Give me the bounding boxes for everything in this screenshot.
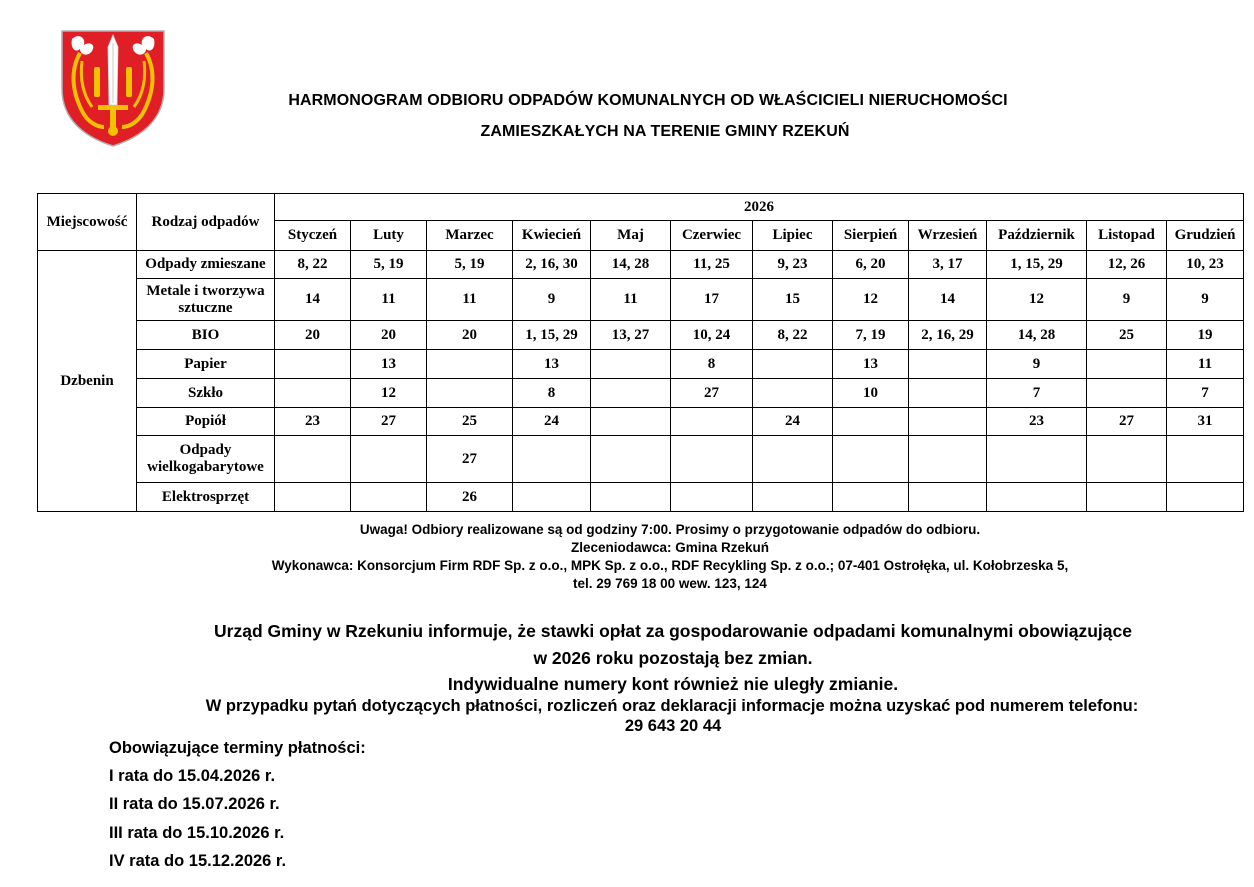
header-place: Miejscowość xyxy=(38,194,137,251)
date-cell xyxy=(909,379,987,408)
date-cell: 11 xyxy=(351,279,427,321)
header-month: Luty xyxy=(351,221,427,251)
date-cell: 13, 27 xyxy=(591,321,671,350)
date-cell: 14 xyxy=(275,279,351,321)
date-cell xyxy=(591,483,671,512)
date-cell xyxy=(427,350,513,379)
info-accounts: Indywidualne numery kont również nie uległy zmianie. xyxy=(447,674,899,694)
date-cell: 9 xyxy=(1087,279,1167,321)
header-month: Lipiec xyxy=(753,221,833,251)
waste-type-cell: Odpady wielkogabarytowe xyxy=(137,436,275,483)
date-cell: 20 xyxy=(351,321,427,350)
payment-deadline-3: III rata do 15.10.2026 r. xyxy=(109,824,285,842)
waste-type-cell: Elektrosprzęt xyxy=(137,483,275,512)
waste-type-cell: Metale i tworzywa sztuczne xyxy=(137,279,275,321)
date-cell: 26 xyxy=(427,483,513,512)
table-row xyxy=(38,483,1244,512)
date-cell xyxy=(591,436,671,483)
date-cell xyxy=(833,436,909,483)
date-cell xyxy=(1167,436,1244,483)
date-cell: 27 xyxy=(427,436,513,483)
date-cell xyxy=(909,350,987,379)
date-cell: 1, 15, 29 xyxy=(987,251,1087,279)
date-cell xyxy=(987,436,1087,483)
collection-schedule-table xyxy=(37,193,1244,512)
header-month: Czerwiec xyxy=(671,221,753,251)
date-cell: 12, 26 xyxy=(1087,251,1167,279)
date-cell xyxy=(671,436,753,483)
date-cell xyxy=(1087,436,1167,483)
waste-type-cell: Szkło xyxy=(137,379,275,408)
info-fees-line-2: w 2026 roku pozostają bez zmian. xyxy=(533,648,813,668)
date-cell: 1, 15, 29 xyxy=(513,321,591,350)
payment-deadline-4: IV rata do 15.12.2026 r. xyxy=(109,852,287,870)
date-cell xyxy=(753,350,833,379)
date-cell: 12 xyxy=(833,279,909,321)
document-title-line-1: HARMONOGRAM ODBIORU ODPADÓW KOMUNALNYCH OD WŁAŚCICIELI NIERUCHOMOŚCI xyxy=(288,92,1008,109)
header-month: Marzec xyxy=(427,221,513,251)
date-cell: 11 xyxy=(427,279,513,321)
date-cell: 19 xyxy=(1167,321,1244,350)
date-cell: 13 xyxy=(833,350,909,379)
header-month: Listopad xyxy=(1087,221,1167,251)
date-cell: 23 xyxy=(987,408,1087,436)
date-cell: 8 xyxy=(671,350,753,379)
date-cell: 11 xyxy=(591,279,671,321)
date-cell xyxy=(753,379,833,408)
date-cell xyxy=(833,483,909,512)
date-cell: 8, 22 xyxy=(753,321,833,350)
date-cell xyxy=(671,483,753,512)
header-month: Październik xyxy=(987,221,1087,251)
note-collection-hours: Uwaga! Odbiory realizowane są od godziny 7:00. Prosimy o przygotowanie odpadów do odbioru. xyxy=(359,522,981,537)
date-cell: 7 xyxy=(987,379,1087,408)
date-cell xyxy=(591,379,671,408)
date-cell: 2, 16, 29 xyxy=(909,321,987,350)
date-cell xyxy=(1167,483,1244,512)
payment-deadline-2: II rata do 15.07.2026 r. xyxy=(109,795,280,813)
note-contractor: Wykonawca: Konsorcjum Firm RDF Sp. z o.o., MPK Sp. z o.o., RDF Recykling Sp. z o.o.; 07-401 Ostrołęka, ul. Kołobrzeska 5, xyxy=(271,558,1069,573)
date-cell: 27 xyxy=(1087,408,1167,436)
table-row xyxy=(38,279,1244,321)
date-cell: 9, 23 xyxy=(753,251,833,279)
note-contractor-phone: tel. 29 769 18 00 wew. 123, 124 xyxy=(573,576,767,591)
info-fees-line-1: Urząd Gminy w Rzekuniu informuje, że stawki opłat za gospodarowanie odpadami komunalnymi obowiązujące xyxy=(214,621,1132,641)
date-cell: 12 xyxy=(987,279,1087,321)
date-cell xyxy=(753,483,833,512)
header-month: Styczeń xyxy=(275,221,351,251)
date-cell: 31 xyxy=(1167,408,1244,436)
date-cell xyxy=(1087,483,1167,512)
date-cell: 24 xyxy=(753,408,833,436)
date-cell: 10, 24 xyxy=(671,321,753,350)
date-cell: 17 xyxy=(671,279,753,321)
header-month: Kwiecień xyxy=(513,221,591,251)
date-cell xyxy=(275,483,351,512)
header-month: Wrzesień xyxy=(909,221,987,251)
date-cell: 13 xyxy=(513,350,591,379)
date-cell: 8, 22 xyxy=(275,251,351,279)
date-cell xyxy=(753,436,833,483)
date-cell: 24 xyxy=(513,408,591,436)
date-cell: 10, 23 xyxy=(1167,251,1244,279)
header-year: 2026 xyxy=(275,194,1244,221)
date-cell xyxy=(1087,379,1167,408)
date-cell xyxy=(909,408,987,436)
date-cell xyxy=(591,350,671,379)
date-cell: 14, 28 xyxy=(591,251,671,279)
date-cell: 9 xyxy=(987,350,1087,379)
date-cell: 7, 19 xyxy=(833,321,909,350)
note-principal: Zleceniodawca: Gmina Rzekuń xyxy=(570,540,770,555)
date-cell xyxy=(275,436,351,483)
waste-type-cell: BIO xyxy=(137,321,275,350)
date-cell: 15 xyxy=(753,279,833,321)
date-cell: 11 xyxy=(1167,350,1244,379)
date-cell xyxy=(591,408,671,436)
date-cell: 12 xyxy=(351,379,427,408)
table-row xyxy=(38,251,1244,279)
date-cell: 25 xyxy=(1087,321,1167,350)
date-cell: 5, 19 xyxy=(427,251,513,279)
date-cell: 10 xyxy=(833,379,909,408)
table-row xyxy=(38,408,1244,436)
table-row xyxy=(38,436,1244,483)
date-cell: 20 xyxy=(427,321,513,350)
date-cell: 25 xyxy=(427,408,513,436)
date-cell: 7 xyxy=(1167,379,1244,408)
date-cell: 6, 20 xyxy=(833,251,909,279)
date-cell xyxy=(513,436,591,483)
header-month: Sierpień xyxy=(833,221,909,251)
date-cell: 3, 17 xyxy=(909,251,987,279)
header-month: Maj xyxy=(591,221,671,251)
date-cell xyxy=(987,483,1087,512)
date-cell xyxy=(427,379,513,408)
date-cell: 14 xyxy=(909,279,987,321)
date-cell xyxy=(909,483,987,512)
waste-type-cell: Popiół xyxy=(137,408,275,436)
date-cell: 23 xyxy=(275,408,351,436)
date-cell: 13 xyxy=(351,350,427,379)
date-cell: 27 xyxy=(351,408,427,436)
date-cell: 20 xyxy=(275,321,351,350)
date-cell: 8 xyxy=(513,379,591,408)
payment-deadlines-heading: Obowiązujące terminy płatności: xyxy=(109,739,366,757)
waste-type-cell: Odpady zmieszane xyxy=(137,251,275,279)
date-cell: 11, 25 xyxy=(671,251,753,279)
date-cell xyxy=(833,408,909,436)
date-cell xyxy=(513,483,591,512)
date-cell xyxy=(1087,350,1167,379)
table-row xyxy=(38,350,1244,379)
date-cell xyxy=(351,483,427,512)
header-waste-type: Rodzaj odpadów xyxy=(137,194,275,251)
date-cell xyxy=(909,436,987,483)
date-cell xyxy=(671,408,753,436)
date-cell xyxy=(351,436,427,483)
date-cell: 27 xyxy=(671,379,753,408)
date-cell: 9 xyxy=(1167,279,1244,321)
table-row xyxy=(38,321,1244,350)
document-title-line-2: ZAMIESZKAŁYCH NA TERENIE GMINY RZEKUŃ xyxy=(480,123,850,140)
place-cell: Dzbenin xyxy=(38,251,137,512)
table-row xyxy=(38,379,1244,408)
waste-type-cell: Papier xyxy=(137,350,275,379)
date-cell xyxy=(275,379,351,408)
date-cell: 9 xyxy=(513,279,591,321)
date-cell: 5, 19 xyxy=(351,251,427,279)
payment-deadline-1: I rata do 15.04.2026 r. xyxy=(109,767,276,785)
date-cell xyxy=(275,350,351,379)
date-cell: 2, 16, 30 xyxy=(513,251,591,279)
header-row-year xyxy=(38,194,1244,221)
date-cell: 14, 28 xyxy=(987,321,1087,350)
info-phone: 29 643 20 44 xyxy=(624,717,722,735)
header-month: Grudzień xyxy=(1167,221,1244,251)
info-contact: W przypadku pytań dotyczących płatności, rozliczeń oraz deklaracji informacje można uzyskać pod numerem telefonu: xyxy=(205,697,1139,715)
